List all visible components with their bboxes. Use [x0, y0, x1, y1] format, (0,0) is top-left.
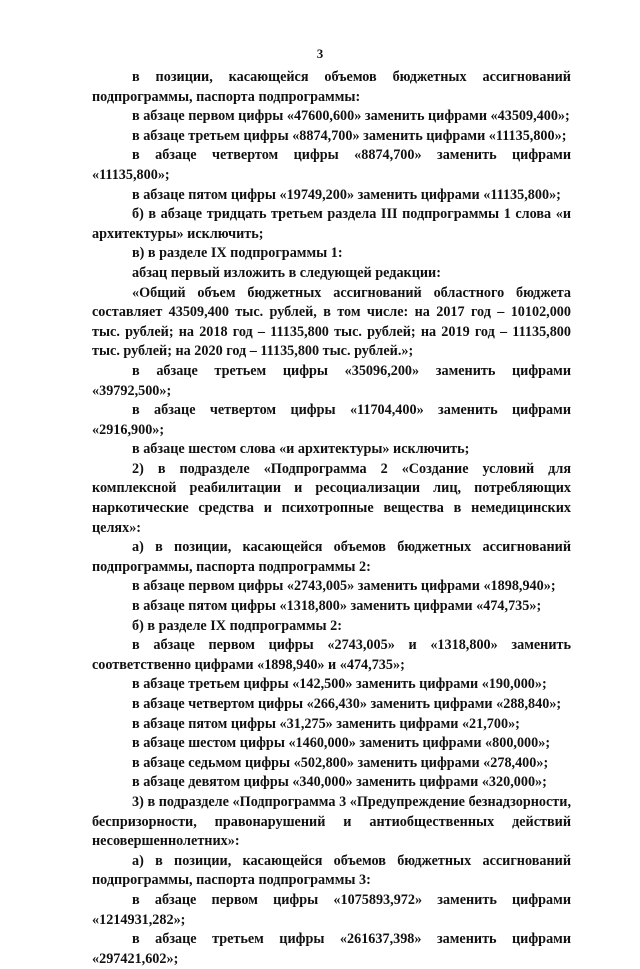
- paragraph: в абзаце шестом цифры «1460,000» заменить цифрами «800,000»;: [132, 735, 551, 752]
- paragraph: в абзаце пятом цифры «31,275» заменить цифрами «21,700»;: [132, 715, 520, 732]
- paragraph: а) в позиции, касающейся объемов бюджетных ассигнований подпрограммы, паспорта подпрограммы 3:: [92, 852, 571, 889]
- paragraph: в абзаце четвертом цифры «266,430» заменить цифрами «288,840»;: [132, 696, 562, 712]
- paragraph: «Общий объем бюджетных ассигнований областного бюджета составляет 43509,400 тыс. рублей, в том числе: на 2017 год – 10102,000 тыс. рублей; на 2018 год – 11135,800 тыс. рублей; на 2019 год – 11135,800 тыс. рублей; на 2020 год – 11135,800 тыс. рублей.»;: [92, 284, 571, 360]
- paragraph: 3) в подразделе «Подпрограмма 3 «Предупреждение безнадзорности, беспризорности, правонарушений и антиобщественных действий несовершеннолетних»:: [92, 793, 571, 850]
- paragraph: в позиции, касающейся объемов бюджетных ассигнований подпрограммы, паспорта подпрограммы:: [92, 69, 571, 105]
- paragraph: в абзаце первом цифры «2743,005» и «1318,800» заменить соответственно цифрами «1898,940» и «474,735»;: [92, 637, 571, 673]
- paragraph: 2) в подразделе «Подпрограмма 2 «Создание условий для комплексной реабилитации и ресоциализации лиц, потребляющих наркотические средства и психотропные вещества в немедицинских целях»:: [92, 460, 571, 536]
- paragraph: в абзаце первом цифры «47600,600» заменить цифрами «43509,400»;: [132, 108, 570, 125]
- paragraph: в абзаце первом цифры «2743,005» заменить цифрами «1898,940»;: [132, 578, 556, 595]
- document-body: [92, 68, 571, 969]
- paragraph: в абзаце третьем цифры «142,500» заменить цифрами «190,000»;: [132, 676, 547, 693]
- paragraph: в абзаце седьмом цифры «502,800» заменить цифрами «278,400»;: [132, 754, 549, 771]
- page-number: 3: [316, 46, 324, 61]
- paragraph: в) в разделе IX подпрограммы 1:: [132, 245, 343, 262]
- paragraph: в абзаце пятом цифры «1318,800» заменить цифрами «474,735»;: [132, 598, 542, 615]
- paragraph: а) в позиции, касающейся объемов бюджетных ассигнований подпрограммы, паспорта подпрограммы 2:: [92, 539, 571, 575]
- paragraph: в абзаце третьем цифры «8874,700» заменить цифрами «11135,800»;: [132, 127, 567, 144]
- paragraph: в абзаце четвертом цифры «11704,400» заменить цифрами «2916,900»;: [92, 402, 571, 438]
- paragraph: в абзаце третьем цифры «35096,200» заменить цифрами «39792,500»;: [92, 362, 571, 399]
- paragraph: в абзаце четвертом цифры «8874,700» заменить цифрами «11135,800»;: [92, 147, 571, 183]
- paragraph: абзац первый изложить в следующей редакции:: [132, 264, 441, 281]
- paragraph: в абзаце девятом цифры «340,000» заменить цифрами «320,000»;: [132, 774, 547, 791]
- paragraph: б) в разделе IX подпрограммы 2:: [132, 617, 342, 634]
- paragraph: в абзаце пятом цифры «19749,200» заменить цифрами «11135,800»;: [132, 186, 561, 203]
- paragraph: в абзаце первом цифры «1075893,972» заменить цифрами «1214931,282»;: [92, 891, 571, 928]
- paragraph: б) в абзаце тридцать третьем раздела III подпрограммы 1 слова «и архитектуры» исключить;: [92, 206, 571, 242]
- paragraph: в абзаце шестом слова «и архитектуры» исключить;: [132, 441, 470, 458]
- paragraph: в абзаце третьем цифры «261637,398» заменить цифрами «297421,602»;: [92, 931, 571, 967]
